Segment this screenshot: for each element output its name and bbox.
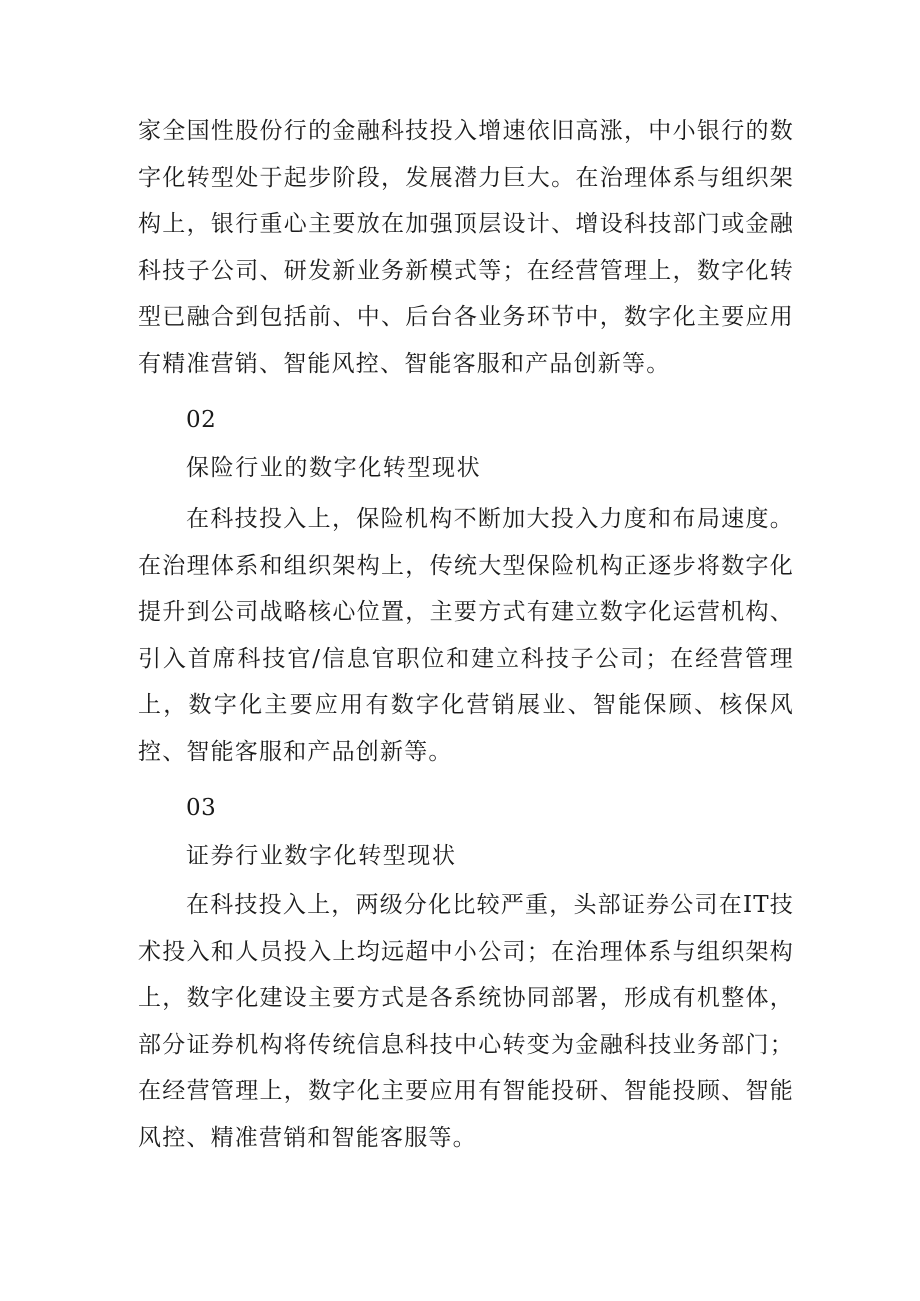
section-heading-securities: 证券行业数字化转型现状 xyxy=(186,843,457,869)
section-number-03: 03 xyxy=(186,795,217,821)
section-number-02: 02 xyxy=(186,407,217,433)
securities-paragraph: 在科技投入上，两级分化比较严重，头部证券公司在IT技术投入和人员投入上均远超中小公司；在治理体系与组织架构上，数字化建设主要方式是各系统协同部署，形成有机整体，部分证券机构将传统信息科技中心转变为金融科技业务部门；在经营管理上，数字化主要应用有智能投研、智能投顾、智能风控、精准营销和智能客服等。 xyxy=(138,892,794,1151)
intro-paragraph: 家全国性股份行的金融科技投入增速依旧高涨，中小银行的数字化转型处于起步阶段，发展潜力巨大。在治理体系与组织架构上，银行重心主要放在加强顶层设计、增设科技部门或金融科技子公司、研发新业务新模式等；在经营管理上，数字化转型已融合到包括前、中、后台各业务环节中，数字化主要应用有精准营销、智能风控、智能客服和产品创新等。 xyxy=(138,118,794,377)
insurance-paragraph: 在科技投入上，保险机构不断加大投入力度和布局速度。在治理体系和组织架构上，传统大型保险机构正逐步将数字化提升到公司战略核心位置，主要方式有建立数字化运营机构、引入首席科技官/信息官职位和建立科技子公司；在经营管理上，数字化主要应用有数字化营销展业、智能保顾、核保风控、智能客服和产品创新等。 xyxy=(138,506,794,765)
section-heading-insurance: 保险行业的数字化转型现状 xyxy=(186,455,482,481)
